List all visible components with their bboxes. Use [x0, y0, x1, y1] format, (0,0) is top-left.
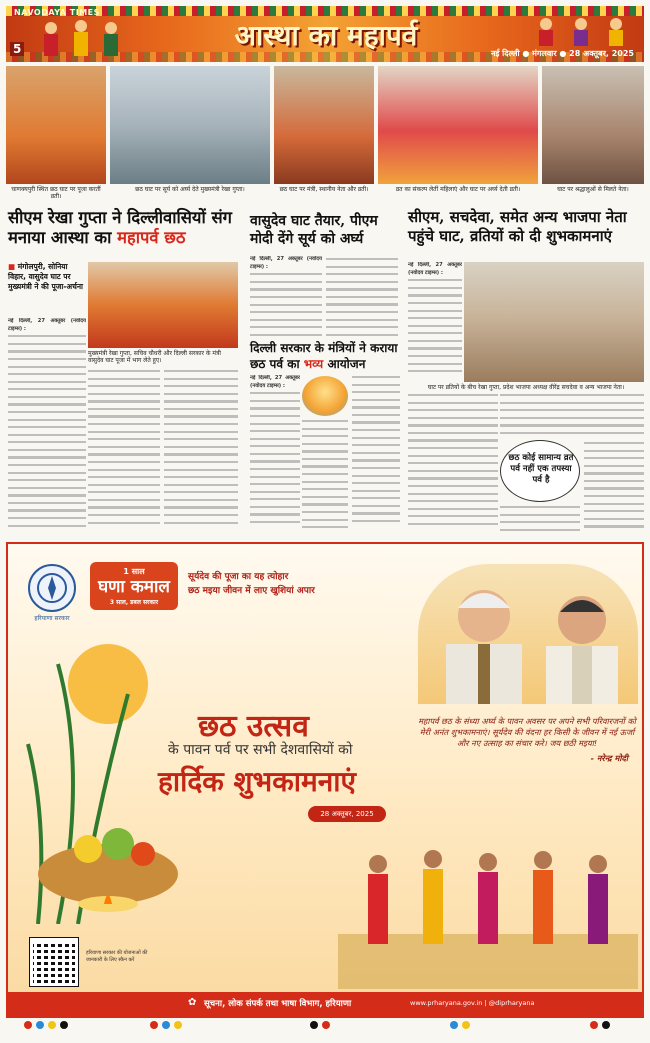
- registration-mark: [60, 1021, 68, 1029]
- story3-pullquote: छठ कोई सामान्य व्रत पर्व नहीं एक तपस्या पर्व है: [508, 453, 574, 485]
- paper-name: NAVODAYA TIMES: [14, 8, 100, 17]
- top-caption-2: छठ घाट पर सूर्य को अर्घ्य देते मुख्यमंत्री रेखा गुप्ता।: [135, 186, 245, 193]
- story3-dateline: नई दिल्ली, 27 अक्तूबर (नवोदय टाइम्स) :: [408, 262, 462, 276]
- devotees-in-river-illustration: [338, 804, 638, 989]
- leaders-portrait-panel: [418, 564, 638, 704]
- story1-subhead: [8, 262, 86, 292]
- ad-date-pill: 28 अक्तूबर, 2025: [308, 806, 386, 822]
- story2-body-text-1: [250, 273, 322, 340]
- story2-headline: वासुदेव घाट तैयार, पीएम मोदी देंगे सूर्य को अर्घ्य: [250, 213, 378, 247]
- top-caption-1: चाणक्यपुरी स्थित छठ घाट पर पूजा करतीं व्रती।: [11, 186, 101, 200]
- lotus-icon: ✿: [188, 997, 197, 1008]
- government-advertisement: [6, 542, 644, 1018]
- page-number: 5: [10, 42, 24, 56]
- registration-mark: [310, 1021, 318, 1029]
- story4-dateline: नई दिल्ली, 27 अक्तूबर (नवोदय टाइम्स) :: [250, 375, 300, 389]
- ad-footer-social: www.prharyana.gov.in | @diprharyana: [410, 999, 535, 1007]
- registration-mark: [162, 1021, 170, 1029]
- registration-mark: [322, 1021, 330, 1029]
- leaders-portrait-illustration: [418, 564, 638, 704]
- story2-column-1: [250, 256, 322, 340]
- registration-mark: [150, 1021, 158, 1029]
- masthead-banner: [6, 6, 644, 62]
- story3-column-1: [408, 262, 462, 380]
- registration-mark: [602, 1021, 610, 1029]
- ad-quote: [416, 716, 638, 764]
- ad-footer-department: सूचना, लोक संपर्क तथा भाषा विभाग, हरियाणा: [204, 999, 352, 1009]
- ad-quote-author: - नरेन्द्र मोदी: [590, 753, 628, 763]
- story1-body-text-3: [164, 370, 238, 534]
- anniversary-badge: [90, 562, 178, 610]
- story3-body-text-3: [500, 394, 644, 438]
- badge-line-3: 3 साल, डबल सरकार: [109, 599, 159, 606]
- registration-mark: [48, 1021, 56, 1029]
- photo-leaders-ghat: [542, 66, 644, 184]
- story1-dateline: नई दिल्ली, 27 अक्तूबर (नवोदय टाइम्स) :: [8, 318, 86, 332]
- photo-women-devotees: [378, 66, 538, 184]
- qr-code-pattern: [30, 938, 78, 986]
- registration-mark: [36, 1021, 44, 1029]
- devotees-illustration-left: [36, 16, 126, 56]
- photo-cm-arghya: [110, 66, 270, 184]
- haryana-emblem-icon: [28, 564, 76, 612]
- story4-headline: [250, 340, 400, 372]
- story1-bullet-text: मंगोलपुरी, सोनिया विहार, वासुदेव घाट पर मुख्यमंत्री ने की पूजा-अर्चना: [8, 262, 83, 291]
- story4-chhath-illustration: [302, 376, 348, 416]
- story2-body-text-2: [326, 258, 398, 340]
- chhath-offerings-illustration: [18, 624, 178, 924]
- devotees-illustration-right: [526, 14, 636, 46]
- registration-mark: [590, 1021, 598, 1029]
- photo-minister: [274, 66, 374, 184]
- story1-body-text-2: [88, 370, 160, 534]
- ad-footer-bar: [8, 992, 642, 1016]
- story1-headline-accent: महापर्व छठ: [117, 228, 186, 247]
- story3-body-text-4: [584, 442, 644, 534]
- page-title: आस्था का महापर्व: [234, 19, 418, 52]
- story3-pullquote-bubble: [500, 440, 580, 502]
- top-caption-5: घाट पर श्रद्धालुओं से मिलते नेता।: [557, 186, 629, 193]
- ad-tagline-1: सूर्यदेव की पूजा का यह त्योहार: [188, 572, 289, 582]
- dateline: नई दिल्ली ● मंगलवार ● 28 अक्तूबर, 2025: [491, 49, 634, 58]
- story4-body-text-3: [352, 376, 400, 534]
- story3-photo-caption: घाट पर व्रतियों के बीच रेखा गुप्ता, प्रदेश भाजपा अध्यक्ष वीरेंद्र सचदेवा व अन्य भाजपा नेता।: [427, 384, 625, 391]
- top-caption-4: व्रत का संकल्प लेतीं महिलाएं और घाट पर अर्घ्य देती व्रती।: [395, 186, 521, 193]
- story4-body-text-2: [302, 420, 348, 534]
- story3-photo: [464, 262, 644, 382]
- story1-headline-text: सीएम रेखा गुप्ता ने दिल्लीवासियों संग मनाया आस्था का: [8, 208, 232, 247]
- top-caption-3: छठ घाट पर मंत्री, स्थानीय नेता और व्रती।: [279, 186, 369, 193]
- story4-body-text-1: [250, 392, 300, 532]
- story1-column-1: [8, 318, 86, 534]
- registration-mark: [174, 1021, 182, 1029]
- qr-caption: हरियाणा सरकार की योजनाओं की जानकारी के लिए स्कैन करें: [86, 950, 148, 963]
- ad-title-sub: के पावन पर्व पर सभी देशवासियों को: [168, 742, 353, 758]
- story2-dateline: नई दिल्ली, 27 अक्तूबर (नवोदय टाइम्स) :: [250, 256, 322, 270]
- story1-photo: [88, 262, 238, 348]
- story3-headline: सीएम, सचदेवा, समेत अन्य भाजपा नेता पहुंचे घाट, व्रतियों को दी शुभकामनाएं: [408, 208, 627, 245]
- story4-headline-part2: आयोजन: [327, 357, 366, 371]
- registration-mark: [450, 1021, 458, 1029]
- story4-headline-accent: भव्य: [303, 357, 324, 371]
- registration-mark: [462, 1021, 470, 1029]
- story1-headline: [8, 208, 240, 248]
- ad-title-greeting: हार्दिक शुभकामनाएं: [158, 765, 356, 798]
- ad-tagline-2: छठ मइया जीवन में लाए खुशियां अपार: [188, 586, 315, 596]
- bullet-square-icon: ■: [8, 262, 16, 271]
- story3-body-text-2: [408, 394, 498, 534]
- photo-chhath-puja-1: [6, 66, 106, 184]
- ad-logo-text: हरियाणा सरकार: [34, 615, 70, 622]
- badge-big-text: घणा कमाल: [98, 577, 170, 597]
- story3-body-text-1: [408, 279, 462, 379]
- story3-body-text-5: [500, 506, 580, 534]
- ad-title-main: छठ उत्सव: [198, 709, 309, 744]
- story4-headline-part1: दिल्ली सरकार के मंत्रियों ने कराया छठ पर्व का: [250, 341, 398, 371]
- badge-line-1: 1 साल: [123, 567, 145, 576]
- registration-mark: [24, 1021, 32, 1029]
- story1-body-text-1: [8, 335, 86, 534]
- story1-photo-caption: मुख्यमंत्री रेखा गुप्ता, सचिव चौधरी और दिल्ली सरकार के मंत्री वासुदेव घाट पूजा में भाग लेते हुए।: [88, 350, 221, 364]
- story4-column-1: [250, 375, 300, 535]
- ad-quote-text: महापर्व छठ के संध्या अर्घ्य के पावन अवसर पर अपने सभी परिवारजनों को मेरी अनंत शुभकामनाएं। सूर्यदेव की वंदना हर किसी के जीवन में नई ऊर्जा और नए उत्साह का संचार करे। जय छठी मइया!: [418, 716, 636, 748]
